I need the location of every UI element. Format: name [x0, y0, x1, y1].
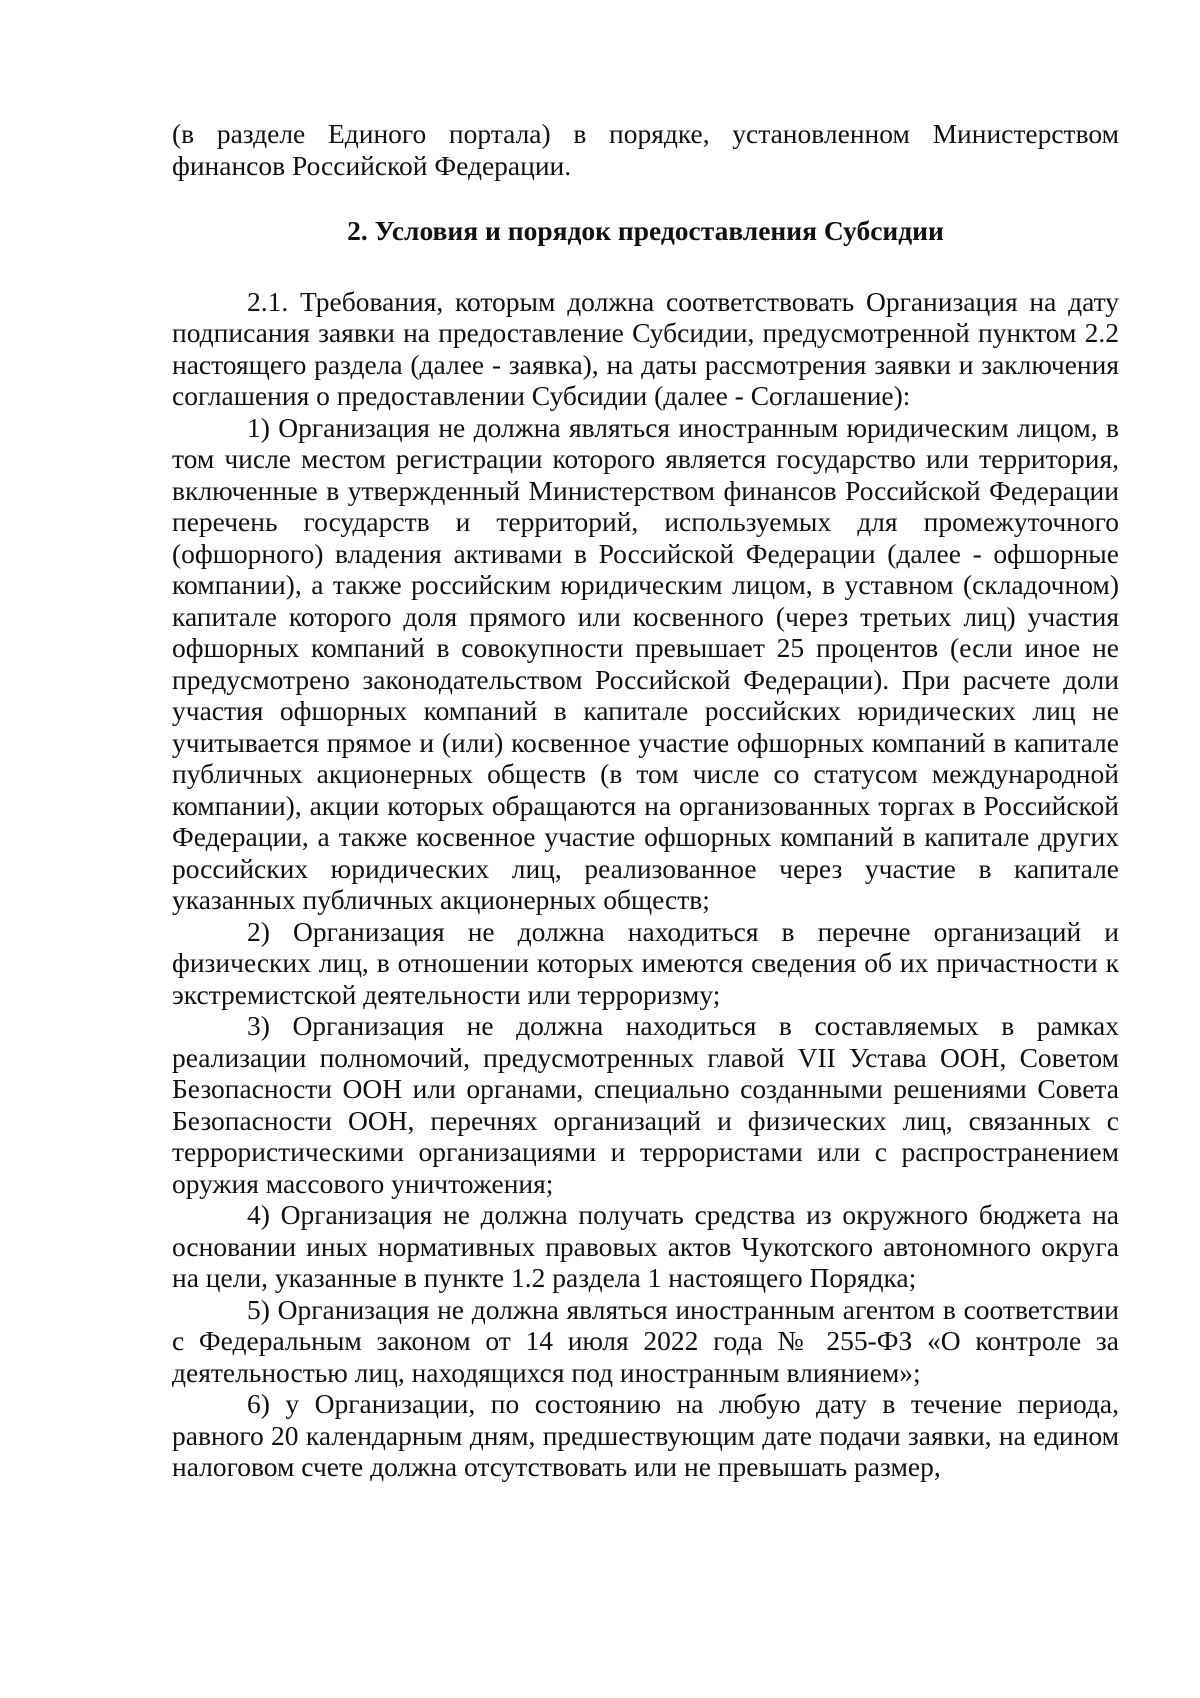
document-page: [172, 118, 1119, 1483]
paragraph-item-6: 6) у Организации, по состоянию на любую дату в течение периода, равного 20 календарным дням, предшествующим дате подачи заявки, на едином налоговом счете должна отсутствовать или не превышать размер,: [172, 1388, 1119, 1482]
intro-paragraph: (в разделе Единого портала) в порядке, установленном Министерством финансов Российской Федерации.: [172, 118, 1119, 181]
paragraph-item-4: 4) Организация не должна получать средства из окружного бюджета на основании иных нормативных правовых актов Чукотского автономного округа на цели, указанные в пункте 1.2 раздела 1 настоящего Порядка;: [172, 1199, 1119, 1293]
paragraph-2-1: 2.1. Требования, которым должна соответствовать Организация на дату подписания заявки на предоставление Субсидии, предусмотренной пунктом 2.2 настоящего раздела (далее - заявка), на даты рассмотрения заявки и заключения соглашения о предоставлении Субсидии (далее - Соглашение):: [172, 285, 1119, 411]
section-title: 2. Условия и порядок предоставления Субсидии: [347, 215, 944, 246]
paragraph-item-1: 1) Организация не должна являться иностранным юридическим лицом, в том числе местом регистрации которого является государство или территория, включенные в утвержденный Министерством финансов Российской Федерации перечень государств и территорий, используемых для промежуточного (офшорного) владения активами в Российской Федерации (далее - офшорные компании), а также российским юридическим лицом, в уставном (складочном) капитале которого доля прямого или косвенного (через третьих лиц) участия офшорных компаний в совокупности превышает 25 процентов (если иное не предусмотрено законодательством Российской Федерации). При расчете доли участия офшорных компаний в капитале российских юридических лиц не учитывается прямое и (или) косвенное участие офшорных компаний в капитале публичных акционерных обществ (в том числе со статусом международной компании), акции которых обращаются на организованных торгах в Российской Федерации, а также косвенное участие офшорных компаний в капитале других российских юридических лиц, реализованное через участие в капитале указанных публичных акционерных обществ;: [172, 411, 1119, 915]
paragraph-item-2: 2) Организация не должна находиться в перечне организаций и физических лиц, в отношении которых имеются сведения об их причастности к экстремистской деятельности или терроризму;: [172, 915, 1119, 1010]
paragraph-item-3: 3) Организация не должна находиться в составляемых в рамках реализации полномочий, предусмотренных главой VII Устава ООН, Советом Безопасности ООН или органами, специально созданными решениями Совета Безопасности ООН, перечнях организаций и физических лиц, связанных с террористическими организациями и террористами или с распространением оружия массового уничтожения;: [172, 1010, 1119, 1199]
paragraph-item-5: 5) Организация не должна являться иностранным агентом в соответствии с Федеральным законом от 14 июля 2022 года № 255-ФЗ «О контроле за деятельностью лиц, находящихся под иностранным влиянием»;: [172, 1293, 1119, 1388]
